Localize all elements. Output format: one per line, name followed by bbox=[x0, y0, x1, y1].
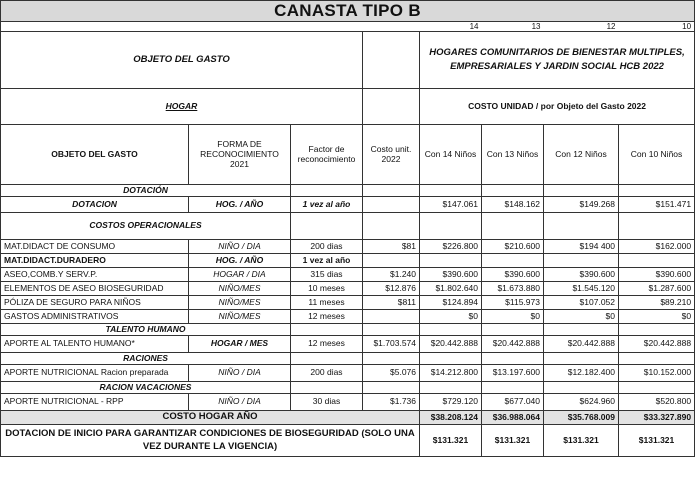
total-value-10: $33.327.890 bbox=[619, 411, 695, 425]
row-factor: 200 dias bbox=[291, 365, 363, 382]
row-value-14: $20.442.888 bbox=[420, 336, 482, 353]
table-row bbox=[1, 394, 695, 411]
row-costo: $811 bbox=[363, 296, 420, 310]
total-value-13: $36.988.064 bbox=[482, 411, 544, 425]
col-number-14: 14 bbox=[420, 22, 482, 32]
row-forma: HOG. / AÑO bbox=[189, 254, 291, 268]
section-talento-humano: TALENTO HUMANO bbox=[1, 324, 291, 336]
row-costo: $1.240 bbox=[363, 268, 420, 282]
col-header-forma: FORMA DE RECONOCIMIENTO 2021 bbox=[189, 125, 291, 185]
row-objeto: APORTE AL TALENTO HUMANO* bbox=[1, 336, 189, 353]
section-costos-operacionales: COSTOS OPERACIONALES bbox=[1, 213, 291, 240]
row-value-13: $13.197.600 bbox=[482, 365, 544, 382]
row-value-14: $124.894 bbox=[420, 296, 482, 310]
final-value-12: $131.321 bbox=[544, 425, 619, 457]
row-factor: 10 meses bbox=[291, 282, 363, 296]
row-factor: 30 dias bbox=[291, 394, 363, 411]
row-forma: HOGAR / DIA bbox=[189, 268, 291, 282]
row-value-10: $390.600 bbox=[619, 268, 695, 282]
row-costo: $1.703.574 bbox=[363, 336, 420, 353]
col-header-14: Con 14 Niños bbox=[420, 125, 482, 185]
row-value-13: $1.673.880 bbox=[482, 282, 544, 296]
row-forma: NIÑO/MES bbox=[189, 282, 291, 296]
hogares-title: HOGARES COMUNITARIOS DE BIENESTAR MULTIPLES, EMPRESARIALES Y JARDIN SOCIAL HCB 2022 bbox=[420, 32, 695, 89]
row-value-10: $1.287.600 bbox=[619, 282, 695, 296]
row-value-10: $10.152.000 bbox=[619, 365, 695, 382]
row-value-14: $147.061 bbox=[420, 197, 482, 213]
table-row bbox=[1, 336, 695, 353]
row-costo bbox=[363, 254, 420, 268]
section-dotacion: DOTACIÓN bbox=[1, 185, 291, 197]
row-value-13: $115.973 bbox=[482, 296, 544, 310]
total-value-14: $38.208.124 bbox=[420, 411, 482, 425]
row-value-12: $107.052 bbox=[544, 296, 619, 310]
total-row bbox=[1, 411, 695, 425]
row-factor: 12 meses bbox=[291, 336, 363, 353]
row-objeto: PÓLIZA DE SEGURO PARA NIÑOS bbox=[1, 296, 189, 310]
col-header-10: Con 10 Niños bbox=[619, 125, 695, 185]
row-costo: $1.736 bbox=[363, 394, 420, 411]
costo-unidad-header: COSTO UNIDAD / por Objeto del Gasto 2022 bbox=[420, 89, 695, 125]
row-value-14: $14.212.800 bbox=[420, 365, 482, 382]
row-costo: $81 bbox=[363, 240, 420, 254]
col-number-12: 12 bbox=[544, 22, 619, 32]
table-row bbox=[1, 240, 695, 254]
col-header-objeto: OBJETO DEL GASTO bbox=[1, 125, 189, 185]
row-value-12: $624.960 bbox=[544, 394, 619, 411]
row-costo bbox=[363, 310, 420, 324]
row-objeto: ELEMENTOS DE ASEO BIOSEGURIDAD bbox=[1, 282, 189, 296]
table-row bbox=[1, 282, 695, 296]
section-racion-vacaciones: RACION VACACIONES bbox=[1, 382, 291, 394]
row-value-10: $520.800 bbox=[619, 394, 695, 411]
row-forma: NIÑO / DIA bbox=[189, 365, 291, 382]
row-objeto: MAT.DIDACT DE CONSUMO bbox=[1, 240, 189, 254]
row-value-12: $390.600 bbox=[544, 268, 619, 282]
row-forma: NIÑO / DIA bbox=[189, 240, 291, 254]
row-objeto: DOTACION bbox=[1, 197, 189, 213]
row-value-10: $162.000 bbox=[619, 240, 695, 254]
row-value-13 bbox=[482, 254, 544, 268]
col-number-10: 10 bbox=[619, 22, 695, 32]
row-value-14: $1.802.640 bbox=[420, 282, 482, 296]
row-value-14: $390.600 bbox=[420, 268, 482, 282]
final-value-14: $131.321 bbox=[420, 425, 482, 457]
row-value-13: $390.600 bbox=[482, 268, 544, 282]
row-value-13: $0 bbox=[482, 310, 544, 324]
page-title: CANASTA TIPO B bbox=[1, 1, 695, 22]
row-costo bbox=[363, 197, 420, 213]
row-objeto: APORTE NUTRICIONAL Racion preparada bbox=[1, 365, 189, 382]
row-value-14: $729.120 bbox=[420, 394, 482, 411]
col-header-13: Con 13 Niños bbox=[482, 125, 544, 185]
row-value-10: $151.471 bbox=[619, 197, 695, 213]
table-row bbox=[1, 296, 695, 310]
row-value-10: $0 bbox=[619, 310, 695, 324]
row-value-13: $148.162 bbox=[482, 197, 544, 213]
row-value-10: $89.210 bbox=[619, 296, 695, 310]
row-value-13: $210.600 bbox=[482, 240, 544, 254]
hogar-header: HOGAR bbox=[1, 89, 363, 125]
row-factor: 200 dias bbox=[291, 240, 363, 254]
row-objeto: APORTE NUTRICIONAL - RPP bbox=[1, 394, 189, 411]
total-value-12: $35.768.009 bbox=[544, 411, 619, 425]
table-row bbox=[1, 268, 695, 282]
row-factor: 1 vez al año bbox=[291, 254, 363, 268]
col-header-costo: Costo unit. 2022 bbox=[363, 125, 420, 185]
table-row bbox=[1, 254, 695, 268]
objeto-gasto-header: OBJETO DEL GASTO bbox=[1, 32, 363, 89]
col-number-13: 13 bbox=[482, 22, 544, 32]
row-forma: HOGAR / MES bbox=[189, 336, 291, 353]
col-header-12: Con 12 Niños bbox=[544, 125, 619, 185]
row-value-12: $149.268 bbox=[544, 197, 619, 213]
row-value-14: $0 bbox=[420, 310, 482, 324]
row-value-14: $226.800 bbox=[420, 240, 482, 254]
row-objeto: MAT.DIDACT.DURADERO bbox=[1, 254, 189, 268]
row-value-12: $20.442.888 bbox=[544, 336, 619, 353]
row-factor: 11 meses bbox=[291, 296, 363, 310]
col-header-factor: Factor de reconocimiento bbox=[291, 125, 363, 185]
row-value-10: $20.442.888 bbox=[619, 336, 695, 353]
row-objeto: ASEO,COMB.Y SERV.P. bbox=[1, 268, 189, 282]
row-value-10 bbox=[619, 254, 695, 268]
row-forma: NIÑO/MES bbox=[189, 310, 291, 324]
total-label: COSTO HOGAR AÑO bbox=[1, 411, 420, 425]
final-value-13: $131.321 bbox=[482, 425, 544, 457]
row-value-12: $0 bbox=[544, 310, 619, 324]
row-value-13: $677.040 bbox=[482, 394, 544, 411]
row-value-12: $1.545.120 bbox=[544, 282, 619, 296]
row-value-14 bbox=[420, 254, 482, 268]
section-raciones: RACIONES bbox=[1, 353, 291, 365]
final-label: DOTACION DE INICIO PARA GARANTIZAR CONDICIONES DE BIOSEGURIDAD (SOLO UNA VEZ DURANTE LA VIGENCIA) bbox=[1, 425, 420, 457]
table-row bbox=[1, 197, 695, 213]
row-costo: $5.076 bbox=[363, 365, 420, 382]
row-value-12 bbox=[544, 254, 619, 268]
row-costo: $12.876 bbox=[363, 282, 420, 296]
row-forma: NIÑO/MES bbox=[189, 296, 291, 310]
final-value-10: $131.321 bbox=[619, 425, 695, 457]
row-value-13: $20.442.888 bbox=[482, 336, 544, 353]
row-factor: 1 vez al año bbox=[291, 197, 363, 213]
row-value-12: $12.182.400 bbox=[544, 365, 619, 382]
final-row bbox=[1, 425, 695, 457]
row-forma: HOG. / AÑO bbox=[189, 197, 291, 213]
row-value-12: $194 400 bbox=[544, 240, 619, 254]
table-row bbox=[1, 365, 695, 382]
row-forma: NIÑO / DIA bbox=[189, 394, 291, 411]
row-factor: 12 meses bbox=[291, 310, 363, 324]
row-objeto: GASTOS ADMINISTRATIVOS bbox=[1, 310, 189, 324]
table-row bbox=[1, 310, 695, 324]
row-factor: 315 dias bbox=[291, 268, 363, 282]
